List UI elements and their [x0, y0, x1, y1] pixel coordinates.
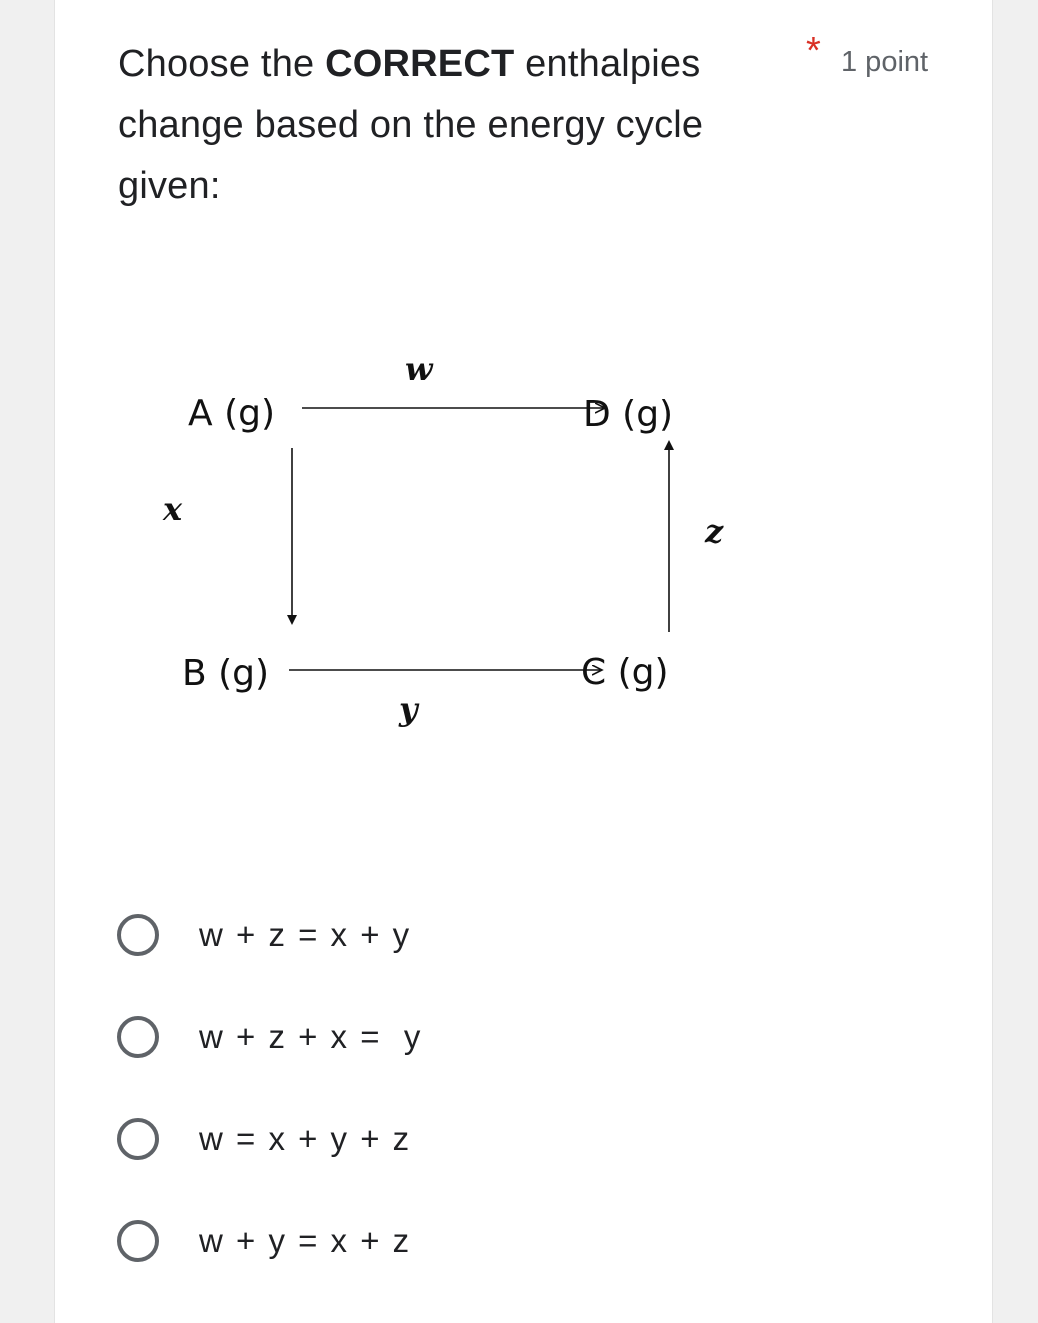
- node-a: A (g): [188, 393, 276, 434]
- label-x: x: [163, 490, 183, 528]
- option-label: w + z = x + y: [199, 916, 412, 953]
- question-title: [118, 34, 758, 217]
- question-text-after: enthalpies change based on the energy cycle given:: [118, 43, 704, 207]
- radio-button[interactable]: [117, 1016, 159, 1058]
- label-y: y: [399, 690, 418, 728]
- option-label: w + y = x + z: [199, 1222, 412, 1259]
- node-c: C (g): [581, 652, 669, 693]
- energy-cycle-diagram: [135, 330, 775, 750]
- points-label: 1 point: [841, 46, 929, 78]
- option-3[interactable]: [115, 1109, 715, 1169]
- radio-button[interactable]: [117, 914, 159, 956]
- option-1[interactable]: [115, 905, 715, 965]
- radio-button[interactable]: [117, 1220, 159, 1262]
- required-asterisk: *: [806, 30, 821, 72]
- label-z: z: [705, 512, 724, 550]
- option-4[interactable]: [115, 1211, 715, 1271]
- radio-button[interactable]: [117, 1118, 159, 1160]
- node-d: D (g): [583, 394, 674, 435]
- question-text-before: Choose the: [118, 43, 326, 85]
- label-w: w: [405, 350, 433, 388]
- question-text-bold: CORRECT: [325, 43, 515, 85]
- question-card: [54, 0, 993, 1323]
- node-b: B (g): [182, 653, 270, 694]
- option-label: w + z + x = y: [199, 1018, 423, 1055]
- option-2[interactable]: [115, 1007, 715, 1067]
- option-label: w = x + y + z: [199, 1120, 412, 1157]
